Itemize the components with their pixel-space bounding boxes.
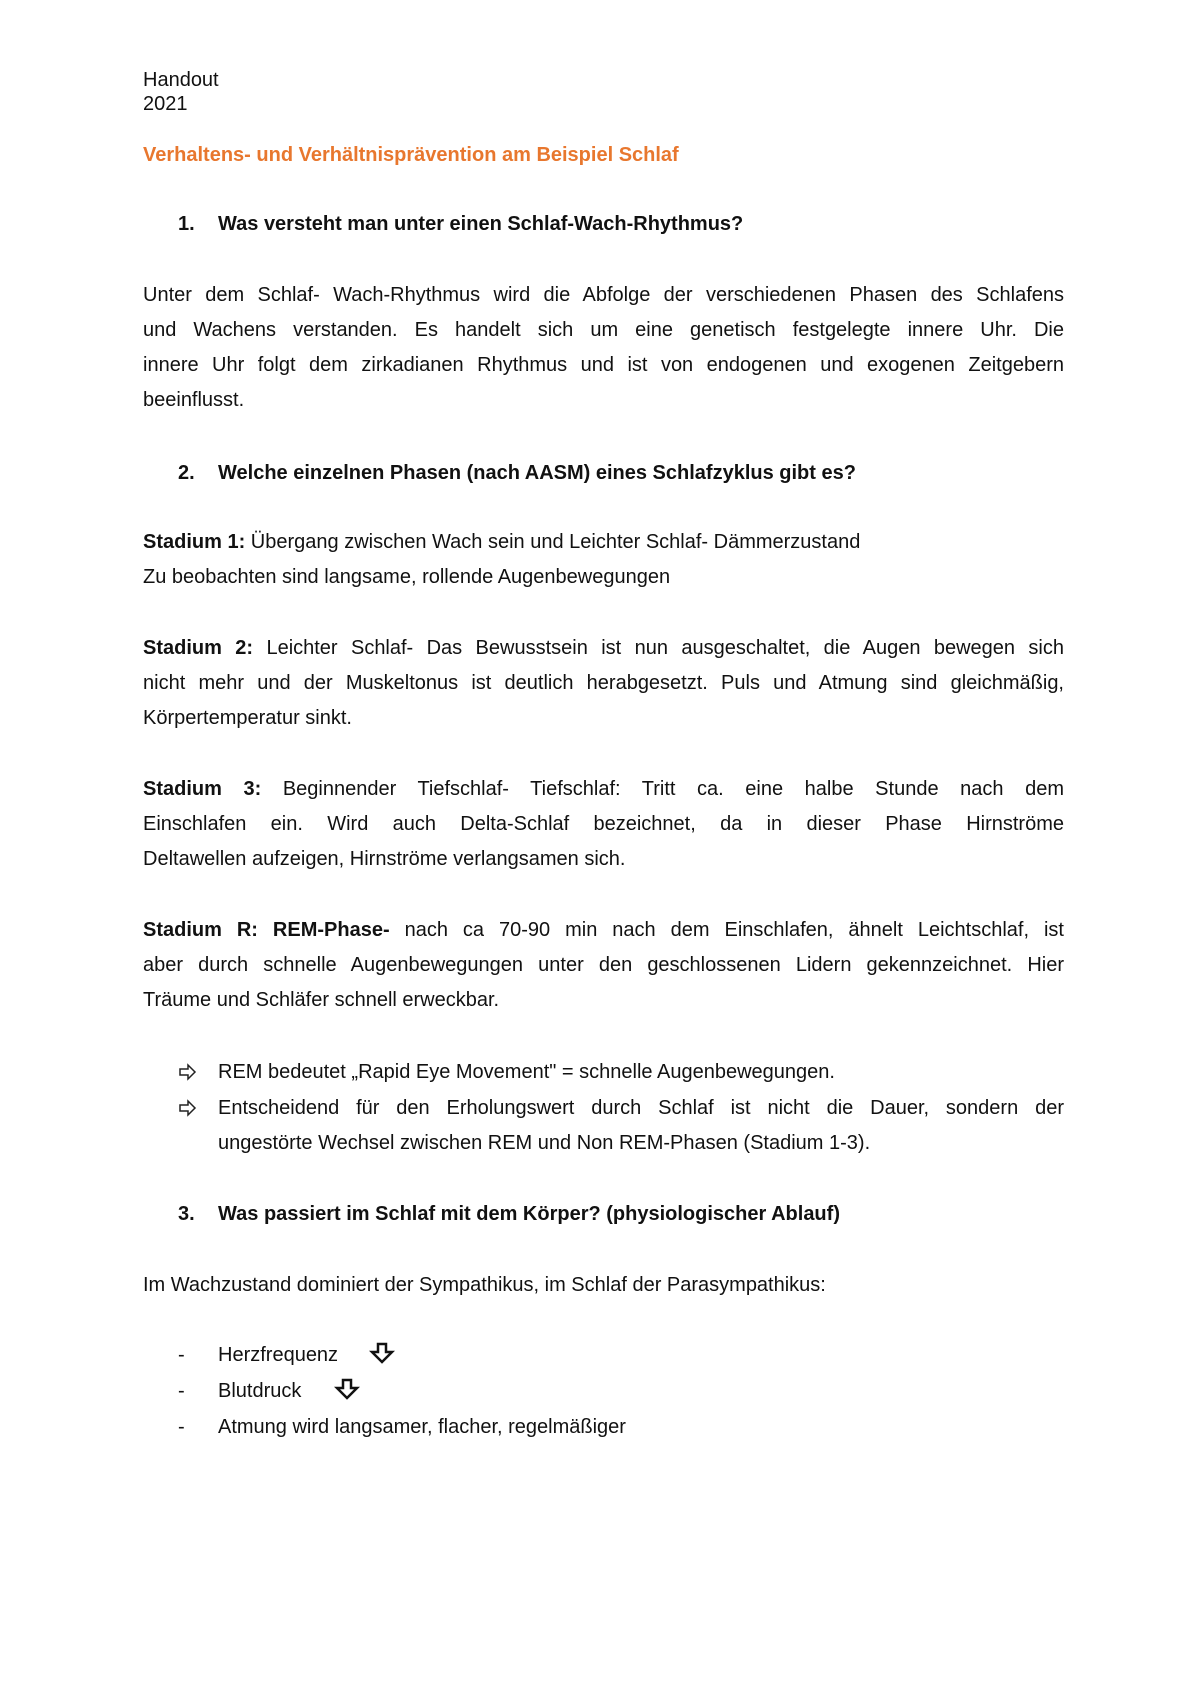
paragraph-line: Unter dem Schlaf- Wach-Rhythmus wird die Abfolge der verschiedenen Phasen des Schlafens [143, 284, 1064, 306]
stage-r-line-2: aber durch schnelle Augenbewegungen unter den geschlossenen Lidern gekennzeichnet. Hier [143, 954, 1064, 976]
stage-2-line-3: Körpertemperatur sinkt. [143, 707, 352, 729]
stage-3-text: Beginnender Tiefschlaf- Tiefschlaf: Tritt ca. eine halbe Stunde nach dem [261, 778, 1064, 800]
list-dash: - [178, 1344, 185, 1366]
stage-3-line [143, 777, 1064, 801]
hollow-down-arrow-icon [334, 1377, 360, 1401]
document-title: Verhaltens- und Verhältnisprävention am Beispiel Schlaf [143, 144, 679, 166]
paragraph-line: innere Uhr folgt dem zirkadianen Rhythmus und ist von endogenen und exogenen Zeitgebern [143, 354, 1064, 376]
stage-2-line-2: nicht mehr und der Muskeltonus ist deutlich herabgesetzt. Puls und Atmung sind gleichmäßig, [143, 672, 1064, 694]
note-text-line-2: ungestörte Wechsel zwischen REM und Non REM-Phasen (Stadium 1-3). [218, 1132, 871, 1154]
hollow-right-arrow-icon [178, 1096, 198, 1120]
stage-2-text: Leichter Schlaf- Das Bewusstsein ist nun ausgeschaltet, die Augen bewegen sich [253, 637, 1064, 659]
question-1-number: 1. [178, 213, 195, 235]
note-text: REM bedeutet „Rapid Eye Movement" = schnelle Augenbewegungen. [218, 1061, 835, 1083]
list-dash: - [178, 1380, 185, 1402]
question-1-text: Was versteht man unter einen Schlaf-Wach-Rhythmus? [218, 213, 744, 235]
paragraph-line: und Wachens verstanden. Es handelt sich um eine genetisch festgelegte innere Uhr. Die [143, 319, 1064, 341]
header-year: 2021 [143, 93, 188, 115]
stage-2-label: Stadium 2: [143, 637, 254, 659]
stage-3-label: Stadium 3: [143, 778, 262, 800]
stage-2-line [143, 636, 1064, 660]
stage-r-line-3: Träume und Schläfer schnell erweckbar. [143, 989, 500, 1011]
paragraph-line: beeinflusst. [143, 389, 245, 411]
question-3-number: 3. [178, 1203, 195, 1225]
question-2-text: Welche einzelnen Phasen (nach AASM) eines Schlafzyklus gibt es? [218, 462, 856, 484]
stage-r-label: Stadium R: REM-Phase- [143, 919, 390, 941]
list-item-text: Atmung wird langsamer, flacher, regelmäßiger [218, 1416, 626, 1438]
stage-3-line-2: Einschlafen ein. Wird auch Delta-Schlaf bezeichnet, da in dieser Phase Hirnströme [143, 813, 1064, 835]
stage-1-text: Übergang zwischen Wach sein und Leichter Schlaf- Dämmerzustand [245, 531, 861, 553]
question-3-text: Was passiert im Schlaf mit dem Körper? (physiologischer Ablauf) [218, 1203, 840, 1225]
stage-1-line-2: Zu beobachten sind langsame, rollende Augenbewegungen [143, 566, 671, 588]
stage-1-line [143, 530, 860, 554]
header-label: Handout [143, 69, 219, 91]
stage-1-label: Stadium 1: [143, 531, 246, 553]
note-text: Entscheidend für den Erholungswert durch Schlaf ist nicht die Dauer, sondern der [218, 1097, 1064, 1119]
question-2-number: 2. [178, 462, 195, 484]
hollow-down-arrow-icon [369, 1341, 395, 1365]
paragraph-sympathikus: Im Wachzustand dominiert der Sympathikus, im Schlaf der Parasympathikus: [143, 1274, 826, 1296]
list-item-text: Herzfrequenz [218, 1344, 339, 1366]
stage-3-line-3: Deltawellen aufzeigen, Hirnströme verlangsamen sich. [143, 848, 626, 870]
list-dash: - [178, 1416, 185, 1438]
hollow-right-arrow-icon [178, 1060, 198, 1084]
list-item-text: Blutdruck [218, 1380, 302, 1402]
stage-r-text: nach ca 70-90 min nach dem Einschlafen, ähnelt Leichtschlaf, ist [389, 919, 1064, 941]
stage-r-line [143, 918, 1064, 942]
